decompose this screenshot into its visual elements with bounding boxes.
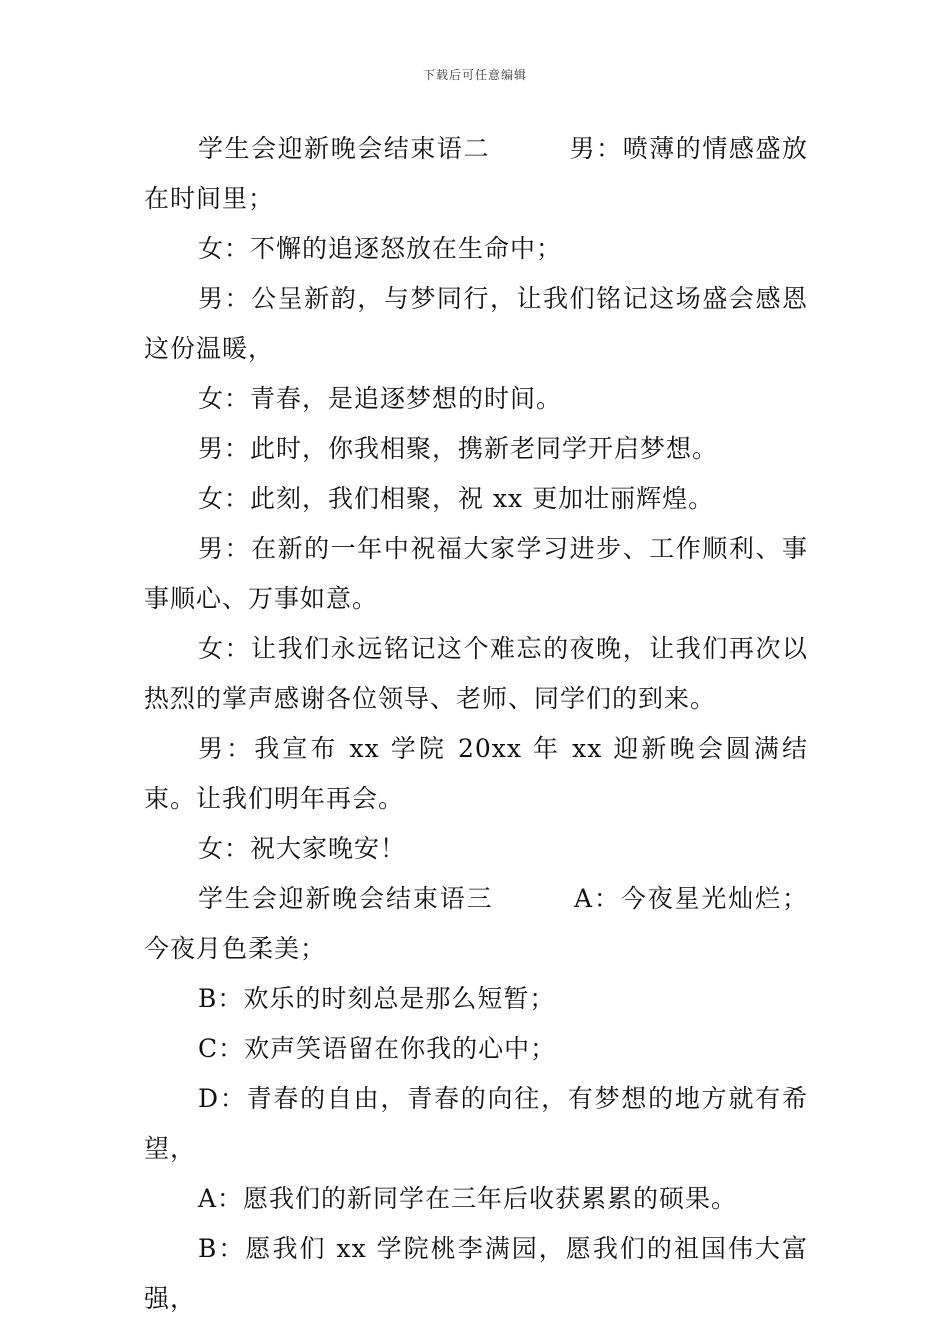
paragraph: 男：此时，你我相聚，携新老同学开启梦想。 bbox=[198, 434, 719, 463]
paragraph: B：愿我们 xx 学院桃李满园，愿我们的祖国伟大富强， bbox=[144, 1234, 808, 1313]
paragraph: 女：让我们永远铭记这个难忘的夜晚，让我们再次以热烈的掌声感谢各位领导、老师、同学们的到来。 bbox=[144, 634, 808, 713]
paragraph-section-3-intro: 学生会迎新晚会结束语三 A：今夜星光灿烂；今夜月色柔美； bbox=[144, 884, 808, 963]
paragraph: 男：在新的一年中祝福大家学习进步、工作顺利、事事顺心、万事如意。 bbox=[144, 534, 808, 613]
paragraph-section-2-intro: 学生会迎新晚会结束语二 男：喷薄的情感盛放在时间里； bbox=[144, 134, 808, 213]
paragraph: 男：我宣布 xx 学院 20xx 年 xx 迎新晚会圆满结束。让我们明年再会。 bbox=[144, 734, 808, 813]
paragraph: 女：不懈的追逐怒放在生命中； bbox=[198, 234, 563, 263]
document-body bbox=[144, 124, 808, 1324]
paragraph: 女：青春，是追逐梦想的时间。 bbox=[198, 384, 563, 413]
paragraph: 女：此刻，我们相聚，祝 xx 更加壮丽辉煌。 bbox=[198, 484, 715, 513]
paragraph: D：青春的自由，青春的向往，有梦想的地方就有希望， bbox=[144, 1084, 808, 1163]
page-header: 下载后可任意编辑 bbox=[422, 68, 527, 82]
paragraph: A：愿我们的新同学在三年后收获累累的硕果。 bbox=[198, 1184, 738, 1213]
paragraph: C：欢声笑语留在你我的心中； bbox=[198, 1034, 557, 1063]
paragraph: 女：祝大家晚安！ bbox=[198, 834, 407, 863]
paragraph: 男：公呈新韵，与梦同行，让我们铭记这场盛会感恩这份温暖， bbox=[144, 284, 808, 363]
paragraph: B：欢乐的时刻总是那么短暂； bbox=[198, 984, 556, 1013]
